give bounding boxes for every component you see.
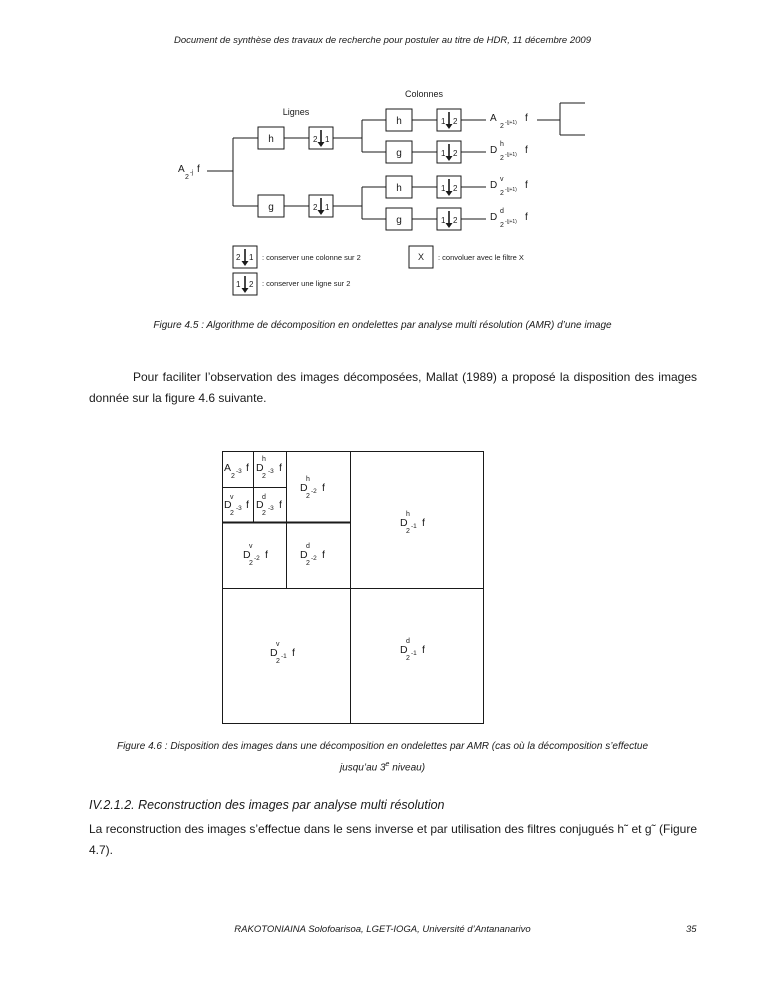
svg-text:f: f bbox=[197, 164, 200, 175]
svg-text:1: 1 bbox=[441, 216, 446, 225]
svg-text:v: v bbox=[500, 176, 504, 183]
svg-text:1: 1 bbox=[236, 280, 241, 289]
svg-text:-(j+1): -(j+1) bbox=[505, 152, 517, 158]
svg-text:h: h bbox=[262, 456, 266, 463]
figure-4-6-caption-line2: jusqu’au 3e niveau) bbox=[339, 761, 426, 774]
svg-text:f: f bbox=[246, 499, 249, 511]
svg-text:-(j+1): -(j+1) bbox=[505, 187, 517, 193]
svg-text:2: 2 bbox=[262, 510, 266, 517]
cell-Dv-2 bbox=[243, 543, 268, 567]
svg-text:-3: -3 bbox=[236, 505, 242, 512]
svg-text:v: v bbox=[230, 494, 234, 501]
svg-text:f: f bbox=[422, 644, 425, 656]
footer-author: RAKOTONIAINA Solofoarisoa, LGET-IOGA, Université d’Antananarivo bbox=[234, 924, 531, 935]
svg-text:D: D bbox=[400, 517, 408, 529]
svg-text:-2: -2 bbox=[311, 488, 317, 495]
svg-text:f: f bbox=[292, 647, 295, 659]
svg-text:D: D bbox=[400, 644, 408, 656]
svg-text:-(j+1): -(j+1) bbox=[505, 120, 517, 126]
svg-text:2: 2 bbox=[500, 123, 504, 130]
svg-text:-1: -1 bbox=[411, 650, 417, 657]
cell-Dh-2 bbox=[300, 476, 325, 500]
colonnes-label: Colonnes bbox=[404, 89, 444, 99]
filter-h: h bbox=[268, 134, 274, 145]
svg-text:-j: -j bbox=[190, 170, 194, 176]
svg-text:2: 2 bbox=[453, 216, 458, 225]
svg-text:d: d bbox=[406, 638, 410, 645]
svg-text:2: 2 bbox=[500, 190, 504, 197]
svg-text:1: 1 bbox=[441, 149, 446, 158]
svg-text:v: v bbox=[276, 641, 280, 648]
svg-text:1: 1 bbox=[441, 184, 446, 193]
svg-text:h: h bbox=[306, 476, 310, 483]
filter-h: h bbox=[396, 116, 402, 127]
output-Dh bbox=[490, 141, 528, 162]
lignes-label: Lignes bbox=[282, 107, 310, 117]
svg-text:2: 2 bbox=[406, 655, 410, 662]
legend-row-text: : conserver une ligne sur 2 bbox=[262, 279, 351, 288]
svg-text:f: f bbox=[525, 145, 528, 156]
svg-text:D: D bbox=[256, 499, 264, 511]
svg-text:2: 2 bbox=[500, 155, 504, 162]
svg-text:f: f bbox=[279, 499, 282, 511]
svg-text:2: 2 bbox=[453, 149, 458, 158]
svg-text:D: D bbox=[256, 462, 264, 474]
svg-text:-2: -2 bbox=[311, 555, 317, 562]
svg-text:f: f bbox=[525, 212, 528, 223]
svg-text:-3: -3 bbox=[236, 468, 242, 475]
section-heading: IV.2.1.2. Reconstruction des images par analyse multi résolution bbox=[89, 798, 445, 812]
svg-text:2: 2 bbox=[306, 560, 310, 567]
svg-text:2: 2 bbox=[231, 473, 235, 480]
svg-text:2: 2 bbox=[406, 528, 410, 535]
filter-g: g bbox=[268, 202, 274, 213]
svg-text:2: 2 bbox=[453, 117, 458, 126]
svg-text:2: 2 bbox=[230, 510, 234, 517]
legend-column-text: : conserver une colonne sur 2 bbox=[262, 253, 361, 262]
svg-text:A: A bbox=[490, 113, 497, 124]
svg-text:2: 2 bbox=[306, 493, 310, 500]
output-A bbox=[490, 113, 528, 130]
svg-text:2: 2 bbox=[500, 222, 504, 229]
output-Dv bbox=[490, 176, 528, 197]
paragraph-1: Pour faciliter l’observation des images décomposées, Mallat (1989) a proposé la disposition des images donnée sur la figure 4.6 suivante. bbox=[89, 370, 697, 405]
cell-Dv-3 bbox=[224, 494, 249, 517]
legend-conv-text: : convoluer avec le filtre X bbox=[438, 253, 524, 262]
svg-text:1: 1 bbox=[249, 253, 254, 262]
svg-text:D: D bbox=[243, 549, 251, 561]
svg-text:h: h bbox=[406, 511, 410, 518]
svg-text:2: 2 bbox=[276, 658, 280, 665]
page-header: Document de synthèse des travaux de recherche pour postuler au titre de HDR, 11 décembre 2009 bbox=[173, 35, 591, 46]
svg-text:-1: -1 bbox=[411, 523, 417, 530]
svg-text:-2: -2 bbox=[254, 555, 260, 562]
svg-text:d: d bbox=[500, 208, 504, 215]
svg-text:f: f bbox=[422, 517, 425, 529]
svg-text:1: 1 bbox=[325, 135, 330, 144]
cell-Dv-1 bbox=[270, 641, 295, 665]
svg-text:v: v bbox=[249, 543, 253, 550]
svg-text:f: f bbox=[525, 180, 528, 191]
svg-text:f: f bbox=[265, 549, 268, 561]
svg-text:2: 2 bbox=[313, 203, 318, 212]
svg-text:2: 2 bbox=[249, 560, 253, 567]
svg-text:-1: -1 bbox=[281, 653, 287, 660]
input-label: A bbox=[178, 164, 185, 175]
filter-h: h bbox=[396, 183, 402, 194]
cell-Dh-3 bbox=[256, 456, 282, 480]
cell-Dd-3 bbox=[256, 494, 282, 517]
cell-Dd-1 bbox=[400, 638, 425, 662]
svg-text:2: 2 bbox=[313, 135, 318, 144]
svg-text:D: D bbox=[270, 647, 278, 659]
svg-text:2: 2 bbox=[453, 184, 458, 193]
svg-text:D: D bbox=[224, 499, 232, 511]
svg-text:h: h bbox=[500, 141, 504, 148]
figure-4-6-caption-line1: Figure 4.6 : Disposition des images dans une décomposition en ondelettes par AMR (cas où la décomposition s’effectue bbox=[116, 741, 649, 752]
svg-text:f: f bbox=[525, 113, 528, 124]
svg-text:d: d bbox=[262, 494, 266, 501]
svg-text:-3: -3 bbox=[268, 505, 274, 512]
svg-text:f: f bbox=[322, 549, 325, 561]
filter-g: g bbox=[396, 215, 402, 226]
figure-4-6-diagram bbox=[0, 440, 765, 740]
svg-text:-(j+1): -(j+1) bbox=[505, 219, 517, 225]
svg-text:2: 2 bbox=[236, 253, 241, 262]
figure-4-5-diagram bbox=[0, 0, 765, 310]
page-number: 35 bbox=[686, 924, 697, 935]
output-Dd bbox=[490, 208, 528, 229]
svg-text:-3: -3 bbox=[268, 468, 274, 475]
svg-text:D: D bbox=[300, 549, 308, 561]
cell-Dh-1 bbox=[400, 511, 425, 535]
svg-text:2: 2 bbox=[185, 174, 189, 181]
svg-text:A: A bbox=[224, 462, 232, 474]
svg-text:1: 1 bbox=[441, 117, 446, 126]
paragraph-2: La reconstruction des images s’effectue dans le sens inverse et par utilisation des filtres conjugués h˜ et g˜ (Figure 4.7). bbox=[89, 822, 697, 857]
svg-text:2: 2 bbox=[249, 280, 254, 289]
svg-text:D: D bbox=[490, 180, 498, 191]
svg-text:2: 2 bbox=[262, 473, 266, 480]
svg-text:D: D bbox=[300, 482, 308, 494]
svg-text:f: f bbox=[322, 482, 325, 494]
svg-text:f: f bbox=[279, 462, 282, 474]
figure-4-5-caption: Figure 4.5 : Algorithme de décomposition en ondelettes par analyse multi résolution (AMR) d’une image bbox=[153, 320, 612, 331]
svg-text:1: 1 bbox=[325, 203, 330, 212]
legend-X: X bbox=[417, 252, 425, 262]
svg-text:d: d bbox=[306, 543, 310, 550]
svg-text:f: f bbox=[246, 462, 249, 474]
svg-text:D: D bbox=[490, 145, 498, 156]
cell-Dd-2 bbox=[300, 543, 325, 567]
cell-A-3 bbox=[224, 462, 249, 480]
filter-g: g bbox=[396, 148, 402, 159]
svg-text:D: D bbox=[490, 212, 498, 223]
